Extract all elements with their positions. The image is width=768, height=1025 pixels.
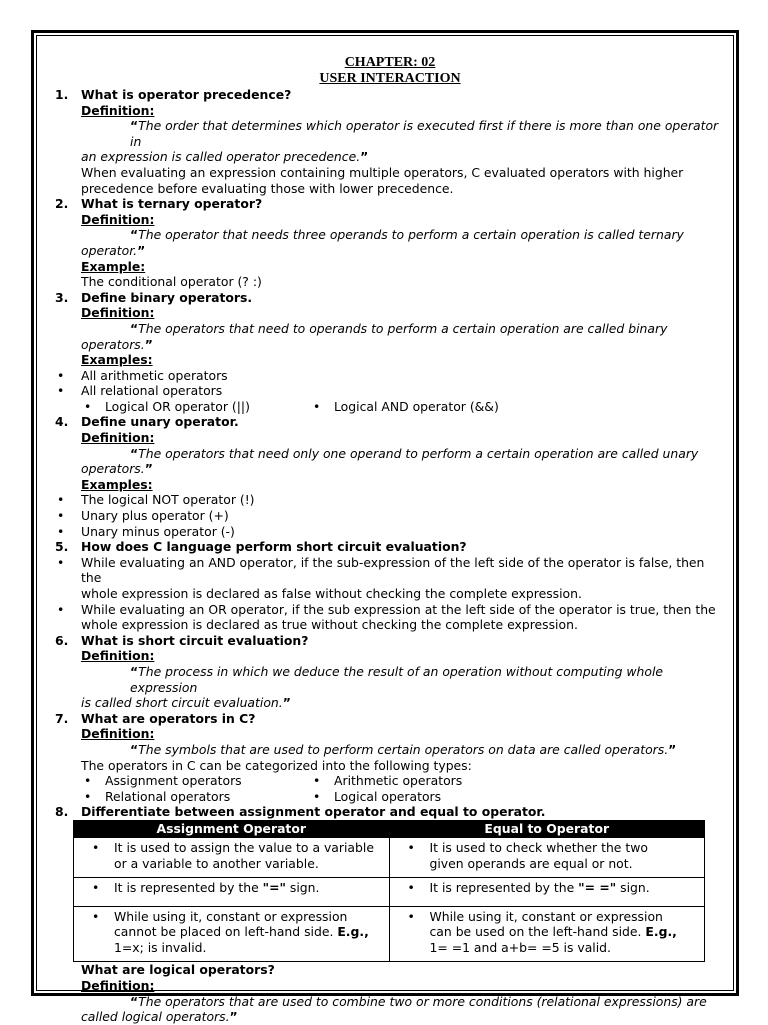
definition-quote-cont: an expression is called operator precedence.”: [81, 149, 369, 165]
definition-quote: “The order that determines which operator is executed first if there is more than one operator in: [130, 118, 719, 149]
table-header: Assignment Operator: [74, 820, 390, 837]
table-cell: • While using it, constant or expression can be used on the left-hand side. E.g., 1= =1 and a+b= =5 is valid.: [389, 906, 705, 962]
question-4: 4. Define unary operator.: [55, 414, 239, 430]
table-header-row: [74, 820, 705, 837]
type-list: [55, 773, 725, 789]
definition-quote: “The operators that need to operands to perform a certain operation are called binary: [130, 320, 668, 336]
definition-quote: “The operators that need only one operand to perform a certain operation are called unary: [130, 445, 699, 461]
question-9: What are logical operators?: [81, 962, 275, 978]
list-item: • Logical operators: [310, 789, 441, 805]
definition-quote-cont: is called short circuit evaluation.”: [81, 695, 291, 711]
table-row: [74, 837, 705, 877]
examples-label: Examples:: [81, 352, 153, 368]
table-cell: • While using it, constant or expression cannot be placed on left-hand side. E.g., 1=x; is invalid.: [74, 906, 390, 962]
document-body: [55, 55, 725, 1025]
list-item-cont: whole expression is declared as false without checking the complete expression.: [81, 586, 582, 601]
table-row: [74, 906, 705, 962]
list-item-cont: whole expression is declared as true without checking the complete expression.: [81, 617, 578, 633]
question-5: 5. How does C language perform short circuit evaluation?: [55, 539, 467, 555]
paragraph: The operators in C can be categorized into the following types:: [81, 757, 472, 773]
list-item: • Assignment operators: [81, 773, 310, 789]
question-8: 8. Differentiate between assignment operator and equal to operator.: [55, 804, 546, 820]
definition-label: Definition:: [81, 211, 155, 227]
definition-quote-cont: called logical operators.”: [81, 1009, 238, 1025]
examples-label: Examples:: [81, 476, 153, 492]
definition-quote: “The operators that are used to combine two or more conditions (relational expressions) are: [130, 993, 707, 1009]
definition-quote: “The process in which we deduce the result of an operation without computing whole expression: [130, 663, 664, 695]
table-row: [74, 878, 705, 907]
chapter-title: CHAPTER: 02: [344, 55, 436, 70]
question-7: 7. What are operators in C?: [55, 710, 256, 726]
question-6: 6. What is short circuit evaluation?: [55, 632, 309, 648]
list-item: • Logical OR operator (||): [81, 399, 310, 415]
definition-quote: “The operator that needs three operands to perform a certain operation is called ternary: [130, 227, 684, 243]
list-item: • Unary minus operator (-): [55, 524, 725, 540]
definition-label: Definition:: [81, 305, 155, 321]
table-header: Equal to Operator: [389, 820, 705, 837]
definition-quote-cont: operators.”: [81, 461, 153, 477]
definition-quote-cont: operators.”: [81, 336, 153, 352]
table-cell: • It is used to assign the value to a variable or a variable to another variable.: [74, 837, 390, 877]
list-item: • All arithmetic operators: [55, 368, 725, 384]
paragraph: When evaluating an expression containing multiple operators, C evaluated operators with higher: [81, 164, 684, 180]
definition-label: Definition:: [81, 978, 155, 994]
comparison-table: [73, 820, 705, 963]
list-item: • While evaluating an AND operator, if the sub-expression of the left side of the operator is false, then the: [55, 555, 725, 586]
table-cell: • It is represented by the "= =" sign.: [389, 878, 705, 907]
question-2: 2. What is ternary operator?: [55, 196, 263, 212]
type-list: [55, 789, 725, 805]
question-1: 1. What is operator precedence?: [55, 87, 292, 102]
definition-label: Definition:: [81, 726, 155, 742]
definition-label: Definition:: [81, 430, 155, 446]
example-label: Example:: [81, 258, 146, 274]
list-item: • Logical AND operator (&&): [310, 399, 499, 415]
definition-quote: “The symbols that are used to perform certain operators on data are called operators.”: [130, 741, 677, 757]
table-cell: • It is represented by the "=" sign.: [74, 878, 390, 907]
sub-list: [55, 399, 725, 415]
list-item: • The logical NOT operator (!): [55, 492, 725, 508]
question-3: 3. Define binary operators.: [55, 289, 253, 305]
example-text: The conditional operator (? :): [81, 274, 262, 290]
definition-label: Definition:: [81, 102, 155, 118]
list-item: • While evaluating an OR operator, if the sub expression at the left side of the operator is true, then the: [55, 602, 725, 618]
list-item: • Relational operators: [81, 789, 310, 805]
list-item: • Unary plus operator (+): [55, 508, 725, 524]
table-cell: • It is used to check whether the two given operands are equal or not.: [389, 837, 705, 877]
list-item: • Arithmetic operators: [310, 773, 462, 789]
chapter-subtitle: USER INTERACTION: [319, 71, 461, 86]
paragraph: precedence before evaluating those with lower precedence.: [81, 180, 454, 196]
definition-label: Definition:: [81, 648, 155, 664]
list-item: • All relational operators: [55, 383, 725, 399]
definition-quote-cont: operator.”: [81, 242, 146, 258]
